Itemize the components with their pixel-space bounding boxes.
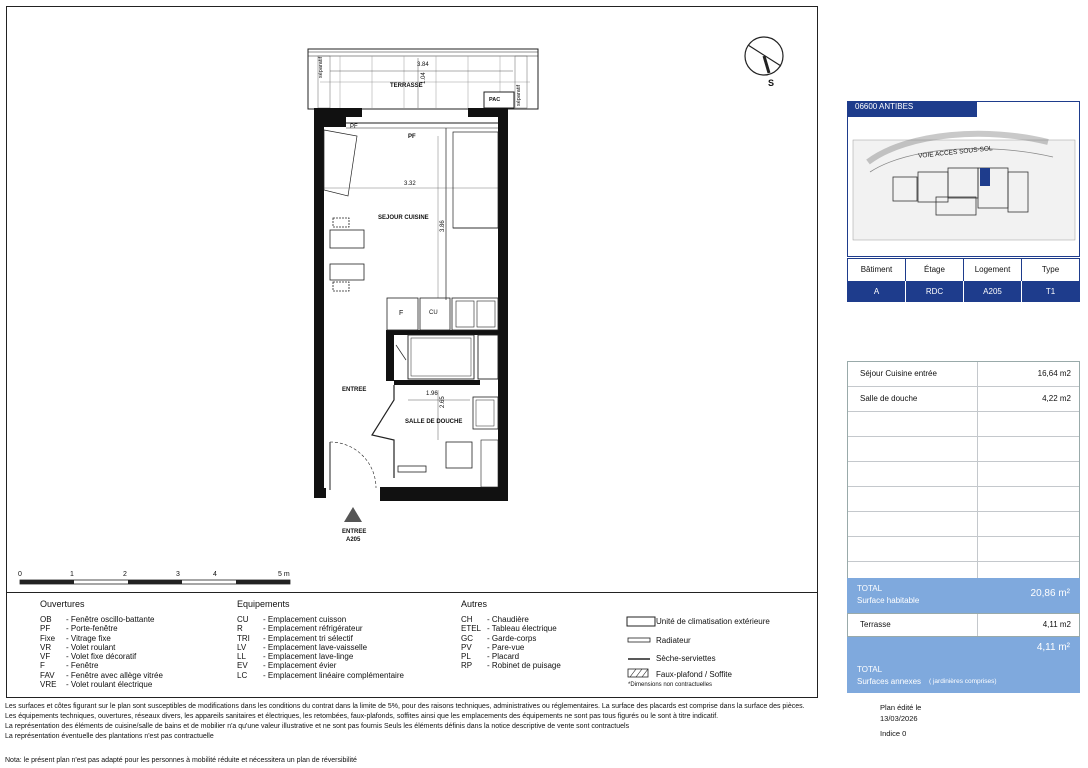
lot-table: [847, 258, 1080, 302]
total-hab-value: 20,86 m²: [1030, 588, 1070, 599]
map-street-label: VOIE ACCES SOUS-SOL: [917, 145, 993, 160]
scale-tick-3: 3: [176, 571, 180, 578]
surface-row-empty: [848, 412, 1079, 437]
total-annexes: [847, 637, 1080, 693]
location-map: [847, 101, 1080, 257]
dim-sdd-h: 2.65: [440, 396, 446, 408]
edition-date: 13/03/2026: [880, 714, 918, 723]
sink-box: [452, 298, 498, 330]
room-label-sdd: SALLE DE DOUCHE: [405, 419, 463, 425]
note-line: La représentation des éléments de cuisine/salle de bains et de mobilier n'a qu'une valeur illustrative et ne sont pas fournis Seuls les éléments définis dans la notice descriptive de vente sont contractuels: [5, 723, 630, 730]
clim-unit-icon: [627, 617, 655, 626]
scale-bar: [20, 580, 290, 584]
note-line: Les surfaces et côtes figurant sur le plan sont susceptibles de modifications dans les conditions du contrat dans la limite de 5%, pour des raisons techniques, administratives ou réglementaires. La surface des placards est comprise dans la surface des pièces.: [5, 703, 805, 710]
fridge-label: F: [399, 310, 404, 317]
surface-row-empty: [848, 487, 1079, 512]
scale-tick-2: 2: [123, 571, 127, 578]
legend-ouvertures-list: [40, 615, 163, 689]
site-map-drawing: [848, 102, 1079, 256]
compass-label: S: [768, 78, 775, 88]
legend-autres-list: [461, 615, 561, 671]
pmr-footnote: Nota: le présent plan n'est pas adapté pour les personnes à mobilité réduite et nécessitera un plan de réversibilité: [5, 757, 357, 764]
terrasse-value: 4,11 m2: [1042, 620, 1071, 629]
legend-item: ETEL - Tableau électrique: [461, 624, 557, 634]
scale-tick-1: 1: [70, 571, 74, 578]
total-ann-label: TOTAL: [857, 665, 883, 674]
lot-value-row: [848, 281, 1079, 302]
separatif-left-label: séparatif: [318, 56, 324, 78]
surface-row: Séjour Cuisine entrée 16,64 m2: [848, 362, 1079, 387]
dim-sejour-h: 3.86: [440, 220, 446, 232]
legend-ouvertures-title: Ouvertures: [40, 599, 85, 609]
entrance-label: ENTREE: [342, 529, 367, 535]
legend-item: F - Fenêtre: [40, 661, 99, 671]
legend-autres-title: Autres: [461, 599, 488, 609]
room-label-sejour: SEJOUR CUISINE: [378, 215, 429, 221]
dining-table: [330, 218, 364, 291]
legend-item: CU - Emplacement cuisson: [237, 615, 347, 624]
lot-value: A: [848, 281, 906, 302]
scale-tick-5: 5 m: [278, 571, 290, 578]
pf-door-swing: [324, 130, 357, 196]
total-ann-value: 4,11 m²: [1036, 642, 1070, 653]
lot-header: Étage: [906, 259, 964, 281]
note-line: La représentation éventuelle des plantations n'est pas contractuelle: [5, 733, 214, 740]
edition-info: [880, 702, 921, 739]
placard: [453, 132, 498, 228]
surface-row: Salle de douche 4,22 m2: [848, 387, 1079, 412]
scale-tick-4: 4: [213, 571, 217, 578]
legend-item: OB - Fenêtre oscillo-battante: [40, 615, 155, 624]
lot-value: RDC: [906, 281, 964, 302]
cooktop-label: CU: [429, 310, 438, 316]
legend-item: CH - Chaudière: [461, 615, 529, 624]
surface-row-empty: [848, 462, 1079, 487]
legend-item: VF - Volet fixe décoratif: [40, 652, 137, 662]
legend-item: VR - Volet roulant: [40, 642, 116, 652]
total-habitable: [847, 578, 1080, 613]
dim-sejour-w: 3.32: [404, 181, 416, 187]
legend-dims-note: *Dimensions non contractuelles: [628, 682, 713, 688]
lot-header: Bâtiment: [848, 259, 906, 281]
dim-sdd-w: 1.96: [426, 391, 438, 397]
entrance-arrow-icon: [344, 507, 362, 522]
legend-item: Fixe - Vitrage fixe: [40, 633, 111, 643]
surface-row-empty: [848, 537, 1079, 562]
lot-header: Type: [1041, 265, 1060, 274]
pac-label: PAC: [489, 97, 501, 103]
edition-index: Indice 0: [880, 729, 907, 738]
surface-row-empty: [848, 437, 1079, 462]
total-ann-sublabel: Surfaces annexes: [857, 677, 922, 686]
legend-item: R - Emplacement réfrigérateur: [237, 624, 363, 634]
legend-radiateur-text: Radiateur: [656, 636, 691, 645]
address-badge: 06600 ANTIBES: [847, 101, 977, 117]
legend-item: GC - Garde-corps: [461, 633, 537, 643]
total-hab-sublabel: Surface habitable: [857, 596, 920, 605]
dim-terrasse-h: 1.04: [421, 72, 427, 84]
surfaces-table: [847, 361, 1080, 587]
wc: [446, 442, 472, 468]
terrasse-row: [847, 613, 1080, 637]
entry-door-swing: [330, 442, 376, 488]
walls: [314, 108, 508, 501]
pf-label-2: PF: [408, 134, 416, 140]
legend-item: RP - Robinet de puisage: [461, 661, 561, 671]
legend-item: LC - Emplacement linéaire complémentaire: [237, 670, 404, 680]
edition-line: Plan édité le: [880, 703, 922, 712]
legend-item: PF - Porte-fenêtre: [40, 624, 118, 634]
surface-row-empty: [848, 512, 1079, 537]
legend-item: PL - Placard: [461, 652, 520, 662]
room-label-entree: ENTREE: [342, 387, 367, 393]
total-hab-label: TOTAL: [857, 584, 883, 593]
lot-header-row: [848, 259, 1079, 281]
legend-equipements-title: Equipements: [237, 599, 290, 609]
disclaimer-notes: [5, 702, 885, 742]
legend-equipements-list: [237, 615, 404, 680]
legend-item: VRE - Volet roulant électrique: [40, 680, 153, 690]
legend-item: PV - Pare-vue: [461, 642, 525, 652]
legend-item: FAV - Fenêtre avec allège vitrée: [40, 670, 163, 680]
entrance-lot: A205: [346, 537, 361, 543]
total-ann-note: ( jardinières comprises): [929, 678, 997, 685]
lot-value: A205: [964, 281, 1022, 302]
lot-highlight: [980, 168, 990, 186]
separatif-right-label: séparatif: [516, 84, 522, 106]
room-label-terrasse: TERRASSE: [390, 83, 423, 89]
lot-header: Logement: [964, 259, 1022, 281]
lot-value: T1: [1045, 287, 1056, 296]
shower: [408, 335, 474, 379]
terrasse-name: Terrasse: [848, 614, 978, 636]
legend-item: LL - Emplacement lave-linge: [237, 652, 354, 662]
note-line: Les équipements techniques, ouvertures, réseaux divers, les appareils sanitaires et électriques, les retombées, faux-plafonds, soffites ainsi que les emplacements des équipements ne sont pas tous figurés ou le sont à titre indicatif.: [5, 713, 719, 720]
legend-faux-text: Faux-plafond / Soffite: [656, 670, 732, 679]
legend-item: TRI - Emplacement tri sélectif: [237, 633, 353, 643]
legend-item: EV - Emplacement évier: [237, 661, 337, 671]
dim-terrasse-w: 3.84: [417, 62, 429, 68]
scale-tick-0: 0: [18, 571, 22, 578]
radiator-icon: [628, 638, 650, 642]
legend-seche-text: Sèche-serviettes: [656, 654, 716, 663]
legend-clim-text: Unité de climatisation extérieure: [656, 617, 770, 626]
legend-item: LV - Emplacement lave-vaisselle: [237, 642, 368, 652]
pf-label-1: PF: [350, 124, 358, 130]
